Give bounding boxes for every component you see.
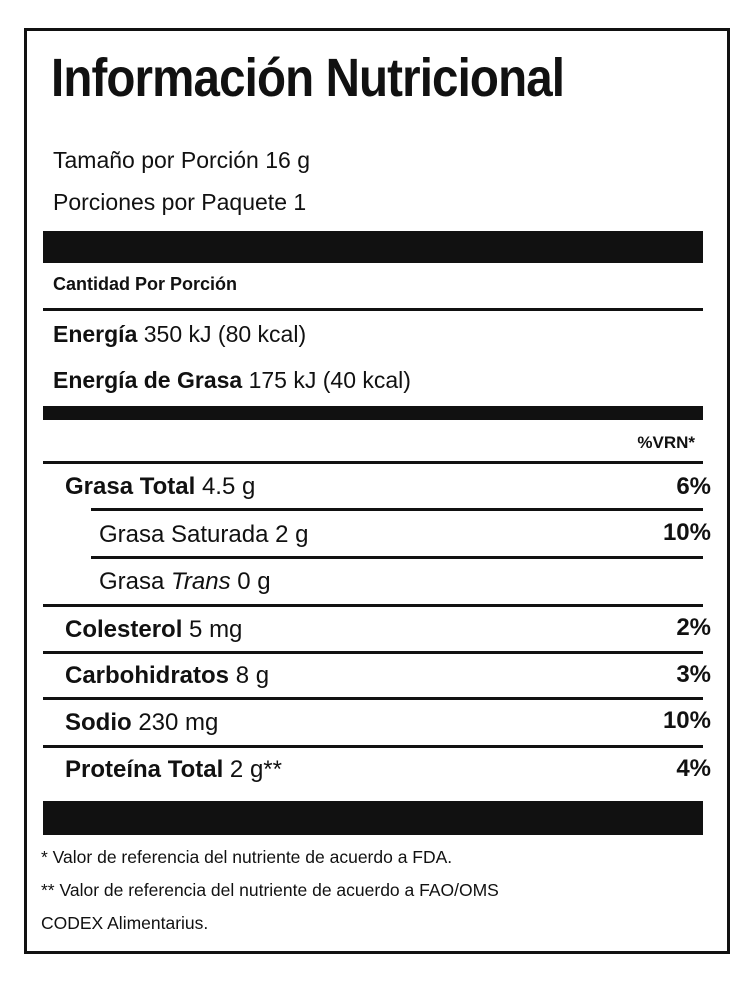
protein-amount: 2 g** <box>229 756 282 783</box>
footnote-codex: CODEX Alimentarius. <box>41 913 209 933</box>
thick-divider <box>43 231 703 263</box>
cholesterol-amount: 5 mg <box>189 616 243 643</box>
divider <box>91 556 703 559</box>
carbohydrates-row <box>65 664 269 688</box>
medium-divider <box>43 406 703 420</box>
serving-size: Tamaño por Porción 16 g <box>53 147 310 173</box>
sodium-amount: 230 mg <box>138 709 219 736</box>
divider <box>43 461 703 464</box>
divider <box>43 697 703 700</box>
saturated-fat-row <box>99 523 308 547</box>
sodium-pct: 10% <box>662 707 711 734</box>
trans-fat-row <box>99 570 271 594</box>
total-fat-pct: 6% <box>676 473 711 500</box>
footnote-fao-oms: ** Valor de referencia del nutriente de acuerdo a FAO/OMS <box>41 880 499 900</box>
divider <box>43 651 703 654</box>
total-fat-label: Grasa Total <box>65 473 196 500</box>
energy-fat-label: Energía de Grasa <box>53 367 243 393</box>
servings-per-package: Porciones por Paquete 1 <box>53 189 307 215</box>
energy-fat-value: 175 kJ (40 kcal) <box>248 367 411 393</box>
protein-row <box>65 758 282 782</box>
carbohydrates-amount: 8 g <box>235 662 270 689</box>
trans-fat-amount: 0 g <box>237 568 271 595</box>
total-fat-row <box>65 475 255 499</box>
trans-fat-prefix: Grasa <box>99 568 165 595</box>
footnote-fda: * Valor de referencia del nutriente de acuerdo a FDA. <box>41 847 453 867</box>
divider <box>43 308 703 311</box>
divider <box>91 508 703 511</box>
saturated-fat-pct: 10% <box>662 519 711 546</box>
energy-label: Energía <box>53 321 138 347</box>
protein-pct: 4% <box>676 755 711 782</box>
nutrition-facts-label <box>24 28 730 954</box>
amount-per-serving-heading: Cantidad Por Porción <box>53 274 238 294</box>
divider <box>43 745 703 748</box>
energy-row <box>53 323 306 346</box>
vrn-column-header: %VRN* <box>637 433 695 452</box>
energy-value: 350 kJ (80 kcal) <box>143 321 307 347</box>
sodium-row <box>65 711 218 735</box>
thick-divider <box>43 801 703 835</box>
trans-fat-italic: Trans <box>171 568 231 595</box>
energy-fat-row <box>53 369 411 392</box>
cholesterol-label: Colesterol <box>65 616 183 643</box>
cholesterol-pct: 2% <box>676 614 711 641</box>
sodium-label: Sodio <box>65 709 132 736</box>
total-fat-amount: 4.5 g <box>201 473 256 500</box>
protein-label: Proteína Total <box>65 756 224 783</box>
carbohydrates-pct: 3% <box>676 661 711 688</box>
carbohydrates-label: Carbohidratos <box>65 662 230 689</box>
label-title: Información Nutricional <box>51 48 565 108</box>
cholesterol-row <box>65 618 242 642</box>
divider <box>43 604 703 607</box>
saturated-fat-label: Grasa Saturada 2 g <box>99 521 309 548</box>
